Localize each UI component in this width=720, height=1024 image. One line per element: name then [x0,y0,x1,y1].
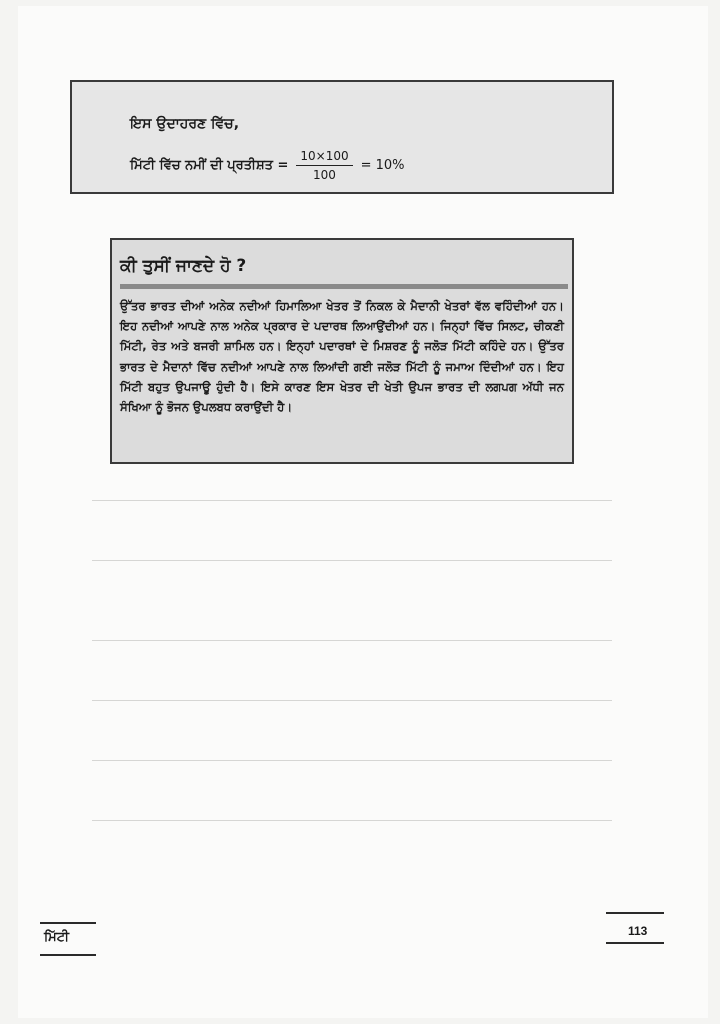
did-you-know-title: ਕੀ ਤੁਸੀਂ ਜਾਣਦੇ ਹੋ ? [120,256,247,276]
faint-bleed-line [92,820,612,821]
page-number: 113 [628,924,648,938]
did-you-know-text: ਉੱਤਰ ਭਾਰਤ ਦੀਆਂ ਅਨੇਕ ਨਦੀਆਂ ਹਿਮਾਲਿਆ ਖੇਤਰ ਤੋਂ ਨਿਕਲ ਕੇ ਮੈਦਾਨੀ ਖੇਤਰਾਂ ਵੱਲ ਵਹਿੰਦੀਆਂ ਹਨ। ਇਹ ਨਦੀਆਂ ਆਪਣੇ ਨਾਲ ਅਨੇਕ ਪ੍ਰਕਾਰ ਦੇ ਪਦਾਰਥ ਲਿਆਉਂਦੀਆਂ ਹਨ। ਜਿਨ੍ਹਾਂ ਵਿੱਚ ਸਿਲਟ, ਚੀਕਣੀ ਮਿੱਟੀ, ਰੇਤ ਅਤੇ ਬਜਰੀ ਸ਼ਾਮਿਲ ਹਨ। ਇਨ੍ਹਾਂ ਪਦਾਰਥਾਂ ਦੇ ਮਿਸ਼ਰਣ ਨੂੰ ਜਲੋੜ ਮਿੱਟੀ ਕਹਿੰਦੇ ਹਨ। ਉੱਤਰ ਭਾਰਤ ਦੇ ਮੈਦਾਨਾਂ ਵਿੱਚ ਨਦੀਆਂ ਆਪਣੇ ਨਾਲ ਲਿਆਂਦੀ ਗਈ ਜਲੋੜ ਮਿੱਟੀ ਨੂੰ ਜਮਾਅ ਦਿੰਦੀਆਂ ਹਨ। ਇਹ ਮਿੱਟੀ ਬਹੁਤ ਉਪਜਾਊ ਹੁੰਦੀ ਹੈ। ਇਸੇ ਕਾਰਣ ਇਸ ਖੇਤਰ ਦੀ ਖੇਤੀ ਉਪਜ ਭਾਰਤ ਦੀ ਲਗਪਗ ਅੱਧੀ ਜਨ ਸੰਖਿਆ ਨੂੰ ਭੋਜਨ ਉਪਲਬਧ ਕਰਾਉਂਦੀ ਹੈ। [120,299,564,415]
did-you-know-box [110,238,574,464]
footer-rule-left-top [40,922,96,924]
formula-fraction [296,149,352,182]
footer-rule-right-bottom [606,942,664,944]
formula-label: ਮਿੱਟੀ ਵਿੱਚ ਨਮੀਂ ਦੀ ਪ੍ਰਤੀਸ਼ਤ = [130,157,289,173]
faint-bleed-line [92,640,612,641]
faint-bleed-line [92,700,612,701]
faint-bleed-line [92,500,612,501]
formula-result: = 10% [360,157,405,173]
title-underline [120,284,568,289]
formula-numerator: 10×100 [296,149,352,166]
footer-rule-left-bottom [40,954,96,956]
chapter-name: ਮਿੱਟੀ [44,930,69,945]
faint-bleed-line [92,560,612,561]
faint-bleed-line [92,760,612,761]
footer-rule-right-top [606,912,664,914]
formula-intro: ਇਸ ਉਦਾਹਰਣ ਵਿੱਚ, [130,116,240,132]
formula-box [70,80,614,194]
formula-line [130,144,405,186]
formula-denominator: 100 [313,167,336,182]
